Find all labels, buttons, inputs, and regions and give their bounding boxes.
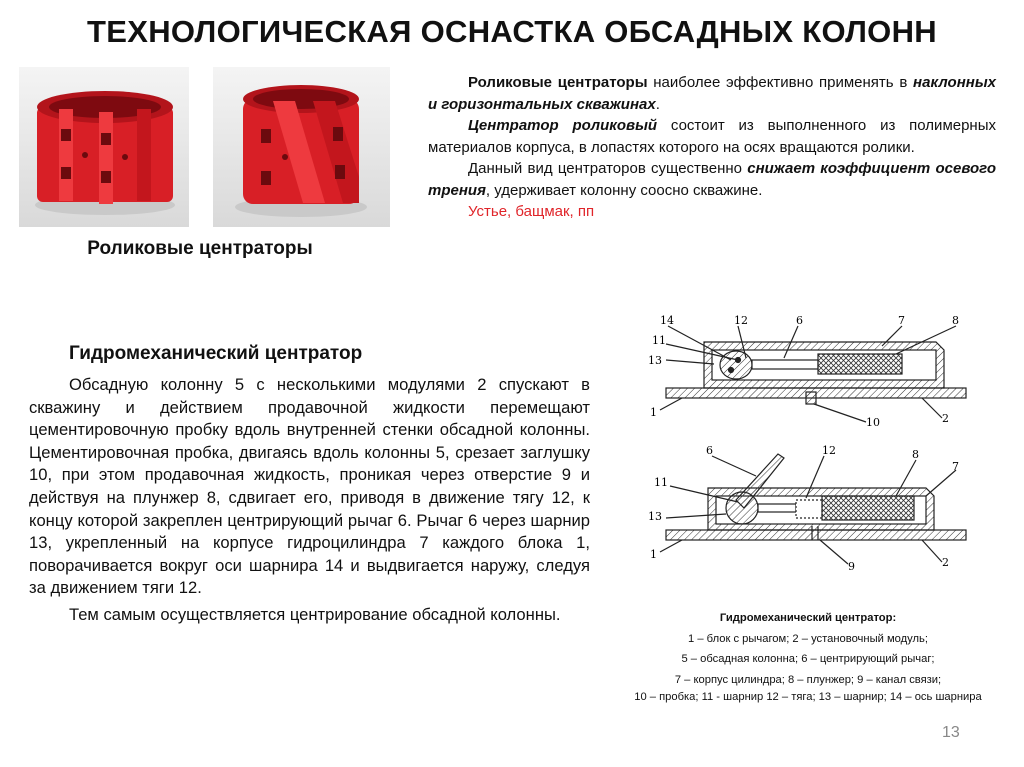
label-bottom-2: 2 bbox=[942, 556, 949, 569]
hydro-paragraph-2: Тем самым осуществляется центрирование обсадной колонны. bbox=[69, 604, 561, 624]
slide-title: ТЕХНОЛОГИЧЕСКАЯ ОСНАСТКА ОБСАДНЫХ КОЛОНН bbox=[87, 14, 937, 49]
drawing-bottom bbox=[660, 454, 966, 564]
roller-description bbox=[428, 72, 996, 223]
drawing-caption-title: Гидромеханический центратор: bbox=[719, 612, 897, 624]
label-top-12: 12 bbox=[734, 314, 748, 327]
red-note: Устье, бащмак, пп bbox=[468, 203, 595, 220]
roller-centralizer-photo-2 bbox=[213, 67, 390, 227]
drawing-caption-line: 5 – обсадная колонна; 6 – центрирующий рычаг; bbox=[681, 653, 935, 665]
label-bottom-6: 6 bbox=[706, 444, 713, 457]
hydro-paragraph-1: Обсадную колонну 5 с несколькими модулями 2 спускают в скважину и действием продавочной жидкости перемещают цементировочную пробку вдоль внутренней стенки обсадной колонны. Цементировочная пробка, двигаясь вдоль колонны 5, срезает заглушку 10, при этом продавочная жидкость, проникая через отверстие 9 и действуя на плунжер 8, сдвигает его, приводя в движение тягу 12, к концу которой закреплен центрирующий рычаг 6. Рычаг 6 через шарнир 13, укрепленный на корпусе гидроцилиндра 7 каждого блока 1, поворачивается вокруг оси шарнира 14 и выдвигается наружу, следуя за движением тяги 12. bbox=[29, 375, 590, 598]
label-bottom-12: 12 bbox=[822, 444, 836, 457]
roller-paragraph-3: Данный вид центраторов существенно снижает коэффициент осевого трения, удерживает колонну соосно скважине. bbox=[428, 160, 996, 199]
drawing-caption bbox=[616, 608, 1000, 705]
drawing-caption-line: 10 – пробка; 11 - шарнир 12 – тяга; 13 – шарнир; 14 – ось шарнира bbox=[634, 691, 982, 703]
label-bottom-8: 8 bbox=[912, 448, 919, 461]
label-top-6: 6 bbox=[796, 314, 803, 327]
label-bottom-9: 9 bbox=[848, 560, 855, 573]
label-top-7: 7 bbox=[898, 314, 905, 327]
roller-paragraph-1: Роликовые центраторы наиболее эффективно применять в наклонных и горизонтальных скважинах. bbox=[428, 74, 996, 113]
drawing-top bbox=[660, 326, 966, 422]
hydro-description bbox=[29, 374, 590, 627]
centralizer-drawing bbox=[626, 308, 970, 598]
hydro-heading: Гидромеханический центратор bbox=[69, 343, 363, 364]
roller-centralizer-photo-1 bbox=[19, 67, 189, 227]
drawing-caption-line: 7 – корпус цилиндра; 8 – плунжер; 9 – канал связи; bbox=[674, 673, 942, 686]
photo-caption: Роликовые центраторы bbox=[87, 238, 313, 259]
page-number: 13 bbox=[942, 724, 960, 741]
label-bottom-7: 7 bbox=[952, 460, 959, 473]
label-bottom-1: 1 bbox=[650, 548, 657, 561]
label-bottom-13: 13 bbox=[648, 510, 662, 523]
label-bottom-11: 11 bbox=[654, 476, 668, 489]
drawing-caption-line: 1 – блок с рычагом; 2 – установочный модуль; bbox=[688, 632, 928, 645]
label-top-14: 14 bbox=[660, 314, 674, 327]
label-top-10: 10 bbox=[866, 416, 880, 429]
label-top-11: 11 bbox=[652, 334, 666, 347]
label-top-2: 2 bbox=[942, 412, 949, 425]
label-top-1: 1 bbox=[650, 406, 657, 419]
label-top-13: 13 bbox=[648, 354, 662, 367]
label-top-8: 8 bbox=[952, 314, 959, 327]
roller-paragraph-2: Центратор роликовый состоит из выполненного из полимерных материалов корпуса, в лопастях которого на осях вращаются ролики. bbox=[428, 117, 997, 156]
